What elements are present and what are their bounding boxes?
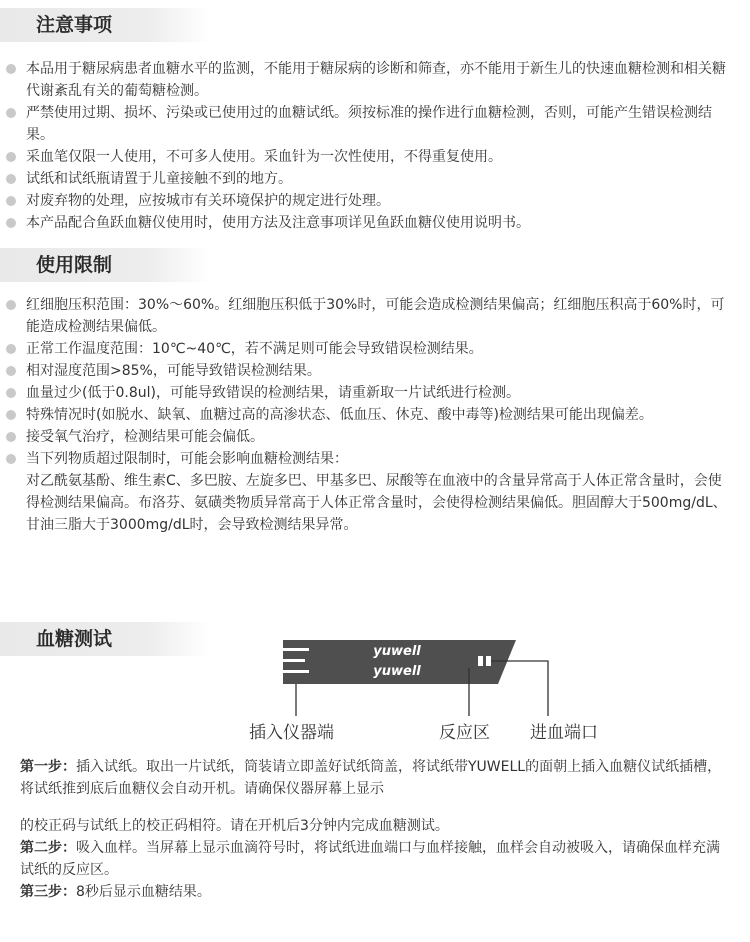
- bullet-icon: [6, 410, 16, 420]
- bullet-icon: [6, 108, 16, 118]
- bullet-icon: [6, 152, 16, 162]
- bullet-icon: [6, 388, 16, 398]
- list-item: 相对湿度范围>85%，可能导致错误检测结果。: [0, 360, 750, 382]
- limits-list: [0, 294, 750, 536]
- list-item: 当下列物质超过限制时，可能会影响血糖检测结果：: [0, 448, 750, 470]
- step-1-continued: 的校正码与试纸上的校正码相符。请在开机后3分钟内完成血糖测试。: [20, 818, 449, 834]
- bullet-icon: [6, 64, 16, 74]
- bullet-icon: [6, 344, 16, 354]
- section-title-test: 血糖测试: [0, 622, 210, 656]
- list-item: 特殊情况时(如脱水、缺氧、血糖过高的高渗状态、低血压、休克、酸中毒等)检测结果可能出现偏差。: [0, 404, 750, 426]
- label-blood-port: 进血端口: [530, 723, 598, 743]
- list-item: 试纸和试纸瓶请置于儿童接触不到的地方。: [0, 168, 750, 190]
- notes-list: [0, 58, 750, 234]
- step-1: 第一步：插入试纸。取出一片试纸，筒装请立即盖好试纸筒盖，将试纸带YUWELL的面朝上插入血糖仪试纸插槽，将试纸推到底后血糖仪会自动开机。请确保仪器屏幕上显示: [20, 759, 722, 797]
- bullet-icon: [6, 196, 16, 206]
- step-3-label: 第三步：: [20, 884, 76, 900]
- bullet-icon: [6, 432, 16, 442]
- strip-brand-logo: yuwell: [373, 664, 421, 679]
- interference-paragraph: 对乙酰氨基酚、维生素C、多巴胺、左旋多巴、甲基多巴、尿酸等在血液中的含量异常高于人体正常含量时，会使得检测结果偏高。布洛芬、氨磺类物质异常高于人体正常含量时，会使得检测结果偏低。胆固醇大于500mg/dL、甘油三脂大于3000mg/dL时，会导致检测结果异常。: [26, 473, 727, 533]
- strip-contact-line: [283, 670, 309, 673]
- step-2: 第二步：吸入血样。当屏幕上显示血滴符号时，将试纸进血端口与血样接触，血样会自动被吸入，请确保血样充满试纸的反应区。: [20, 840, 720, 878]
- strip-contact-line: [283, 659, 305, 662]
- strip-contact-line: [283, 648, 309, 651]
- bullet-icon: [6, 454, 16, 464]
- reaction-zone-mark: [478, 656, 483, 666]
- bullet-icon: [6, 174, 16, 184]
- step-3: 第三步：8秒后显示血糖结果。: [20, 884, 211, 900]
- list-item: 血量过少(低于0.8ul)，可能导致错误的检测结果，请重新取一片试纸进行检测。: [0, 382, 750, 404]
- section-title-limits: 使用限制: [0, 248, 210, 282]
- bullet-icon: [6, 300, 16, 310]
- list-item: 本产品配合鱼跃血糖仪使用时，使用方法及注意事项详见鱼跃血糖仪使用说明书。: [0, 212, 750, 234]
- list-item: 采血笔仅限一人使用，不可多人使用。采血针为一次性使用，不得重复使用。: [0, 146, 750, 168]
- label-insert-end: 插入仪器端: [249, 723, 334, 743]
- reaction-zone-mark: [486, 656, 491, 666]
- list-item: 红细胞压积范围：30%～60%。红细胞压积低于30%时，可能会造成检测结果偏高；红细胞压积高于60%时，可能造成检测结果偏低。: [0, 294, 750, 338]
- section-title-notes: 注意事项: [0, 8, 210, 42]
- step-2-label: 第二步：: [20, 840, 76, 856]
- list-item: 严禁使用过期、损坏、污染或已使用过的血糖试纸。须按标准的操作进行血糖检测，否则，可能产生错误检测结果。: [0, 102, 750, 146]
- strip-brand-logo: yuwell: [373, 644, 421, 659]
- test-strip-diagram: [0, 630, 750, 745]
- bullet-icon: [6, 366, 16, 376]
- list-item: 对废弃物的处理，应按城市有关环境保护的规定进行处理。: [0, 190, 750, 212]
- step-1-label: 第一步：: [20, 759, 76, 775]
- bullet-icon: [6, 218, 16, 228]
- list-item: 本品用于糖尿病患者血糖水平的监测，不能用于糖尿病的诊断和筛查，亦不能用于新生儿的快速血糖检测和相关糖代谢紊乱有关的葡萄糖检测。: [0, 58, 750, 102]
- label-reaction-zone: 反应区: [439, 723, 490, 743]
- list-item: 接受氧气治疗，检测结果可能会偏低。: [0, 426, 750, 448]
- list-item: 正常工作温度范围：10℃~40℃，若不满足则可能会导致错误检测结果。: [0, 338, 750, 360]
